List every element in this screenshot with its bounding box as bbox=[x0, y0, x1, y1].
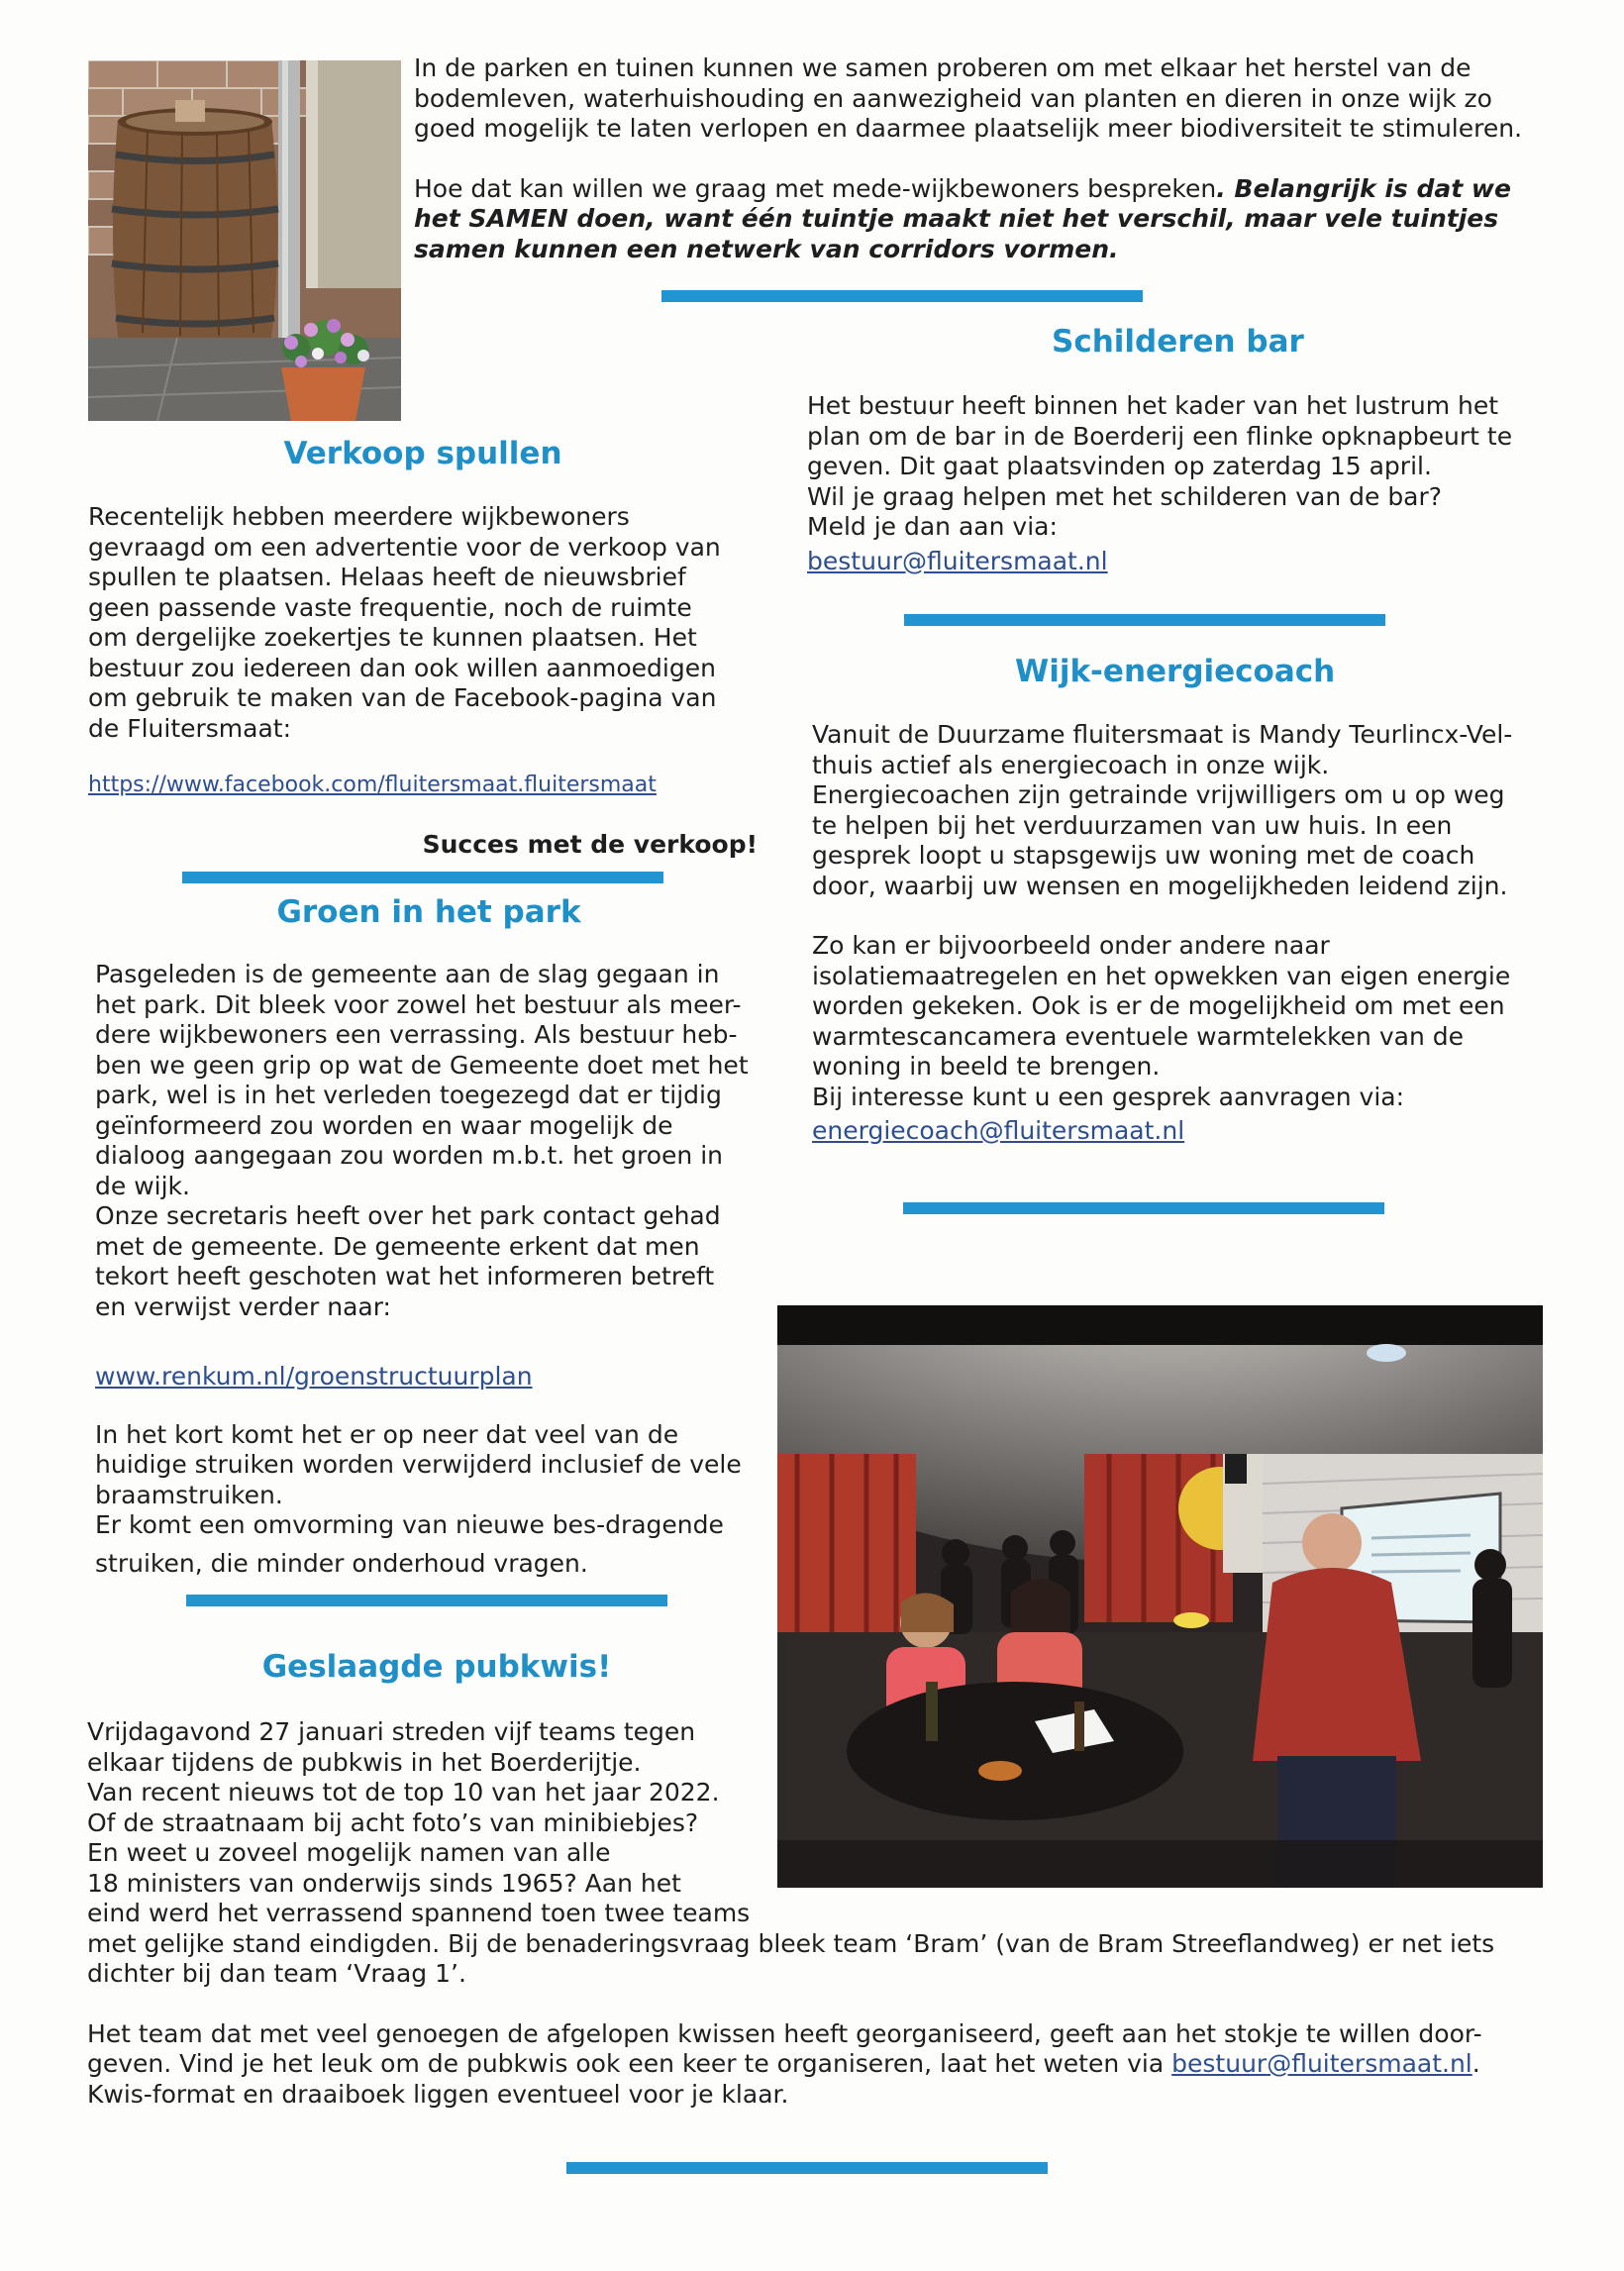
energie-line-3: Energiecoachen zijn getrainde vrijwilligers om u op weg bbox=[812, 780, 1505, 809]
rain-barrel-illustration bbox=[88, 60, 401, 421]
verkoop-body bbox=[88, 502, 781, 744]
schilderen-line-1: Het bestuur heeft binnen het kader van het lustrum het bbox=[807, 391, 1499, 420]
pubkwis-para2-end: . bbox=[1472, 2049, 1480, 2078]
section-divider bbox=[186, 1595, 667, 1606]
verkoop-line-7: om gebruik te maken van de Facebook-pagina van bbox=[88, 683, 717, 712]
intro-emphasis-2: het SAMEN doen, want één tuintje maakt niet het verschil, maar vele tuintjes bbox=[414, 204, 1499, 233]
schilderen-line-3: geven. Dit gaat plaatsvinden op zaterdag 15 april. bbox=[807, 452, 1432, 480]
groen-line-10: met de gemeente. De gemeente erkent dat men bbox=[95, 1231, 700, 1261]
groen-summary-2: huidige struiken worden verwijderd inclusief de vele bbox=[95, 1450, 742, 1479]
energie-more-6: Bij interesse kunt u een gesprek aanvragen via: bbox=[812, 1082, 1405, 1111]
verkoop-line-2: gevraagd om een advertentie voor de verkoop van bbox=[88, 532, 721, 562]
pubkwis-line-5: En weet u zoveel mogelijk namen van alle bbox=[87, 1838, 611, 1867]
groen-summary-5: struiken, die minder onderhoud vragen. bbox=[95, 1548, 588, 1578]
groen-line-12: en verwijst verder naar: bbox=[95, 1291, 391, 1321]
verkoop-line-5: om dergelijke zoekertjes te kunnen plaatsen. Het bbox=[88, 623, 697, 652]
groen-line-8: de wijk. bbox=[95, 1171, 190, 1200]
schilderen-body bbox=[807, 391, 1579, 576]
schilderen-heading: Schilderen bar bbox=[1052, 324, 1304, 360]
pubkwis-heading: Geslaagde pubkwis! bbox=[261, 1649, 612, 1685]
intro-emphasis-3: samen kunnen een netwerk van corridors vormen. bbox=[414, 234, 1119, 263]
energie-line-4: te helpen bij het verduurzamen van uw huis. In een bbox=[812, 810, 1453, 840]
intro-line-1: In de parken en tuinen kunnen we samen proberen om met elkaar het herstel van de bbox=[414, 53, 1472, 82]
verkoop-closing: Succes met de verkoop! bbox=[422, 830, 758, 859]
energie-more-1: Zo kan er bijvoorbeeld onder andere naar bbox=[812, 931, 1330, 960]
energie-more-2: isolatiemaatregelen en het opwekken van eigen energie bbox=[812, 961, 1511, 990]
energie-line-2: thuis actief als energiecoach in onze wijk. bbox=[812, 750, 1330, 779]
intro-paragraph bbox=[414, 53, 1553, 264]
rain-barrel-photo bbox=[88, 60, 401, 421]
energie-more-5: woning in beeld te brengen. bbox=[812, 1052, 1161, 1081]
energie-line-5: gesprek loopt u stapsgewijs uw woning met de coach bbox=[812, 841, 1475, 870]
pubkwis-body bbox=[87, 1717, 1553, 2110]
groen-line-5: park, wel is in het verleden toegezegd dat er tijdig bbox=[95, 1081, 722, 1109]
schilderen-line-5: Meld je dan aan via: bbox=[807, 512, 1058, 541]
groen-summary-1: In het kort komt het er op neer dat veel van de bbox=[95, 1419, 679, 1449]
section-divider bbox=[182, 872, 663, 883]
section-divider bbox=[903, 1202, 1384, 1214]
schilderen-line-2: plan om de bar in de Boerderij een flinke opknapbeurt te bbox=[807, 421, 1513, 451]
section-divider bbox=[661, 290, 1143, 302]
groen-line-1: Pasgeleden is de gemeente aan de slag gegaan in bbox=[95, 960, 720, 988]
energiecoach-body bbox=[812, 720, 1584, 1147]
groen-body bbox=[95, 960, 788, 1579]
energie-line-6: door, waarbij uw wensen en mogelijkheden leidend zijn. bbox=[812, 871, 1508, 900]
verkoop-line-3: spullen te plaatsen. Helaas heeft de nieuwsbrief bbox=[88, 563, 686, 591]
facebook-link[interactable]: https://www.facebook.com/fluitersmaat.fluitersmaat bbox=[88, 773, 657, 797]
verkoop-line-4: geen passende vaste frequentie, noch de ruimte bbox=[88, 592, 692, 622]
groen-line-3: dere wijkbewoners een verrassing. Als bestuur heb- bbox=[95, 1020, 738, 1049]
intro-line-3: goed mogelijk te laten verlopen en daarmee plaatselijk meer biodiversiteit te stimuleren. bbox=[414, 114, 1523, 143]
verkoop-line-8: de Fluitersmaat: bbox=[88, 713, 292, 743]
pubkwis-line-6: 18 ministers van onderwijs sinds 1965? Aan het bbox=[87, 1868, 681, 1898]
section-divider bbox=[904, 614, 1385, 626]
energie-more-4: warmtescancamera eventuele warmtelekken van de bbox=[812, 1021, 1464, 1051]
pubkwis-para2-line-3: Kwis-format en draaiboek liggen eventueel voor je klaar. bbox=[87, 2079, 789, 2109]
energiecoach-email-link[interactable]: energiecoach@fluitersmaat.nl bbox=[812, 1116, 1185, 1145]
intro-emphasis-1: . Belangrijk is dat we bbox=[1216, 173, 1511, 203]
verkoop-line-6: bestuur zou iedereen dan ook willen aanmoedigen bbox=[88, 653, 716, 682]
renkum-link[interactable]: www.renkum.nl/groenstructuurplan bbox=[95, 1362, 533, 1391]
verkoop-line-1: Recentelijk hebben meerdere wijkbewoners bbox=[88, 502, 630, 531]
pubkwis-email-link[interactable]: bestuur@fluitersmaat.nl bbox=[1171, 2049, 1472, 2078]
pubkwis-line-4: Of de straatnaam bij acht foto’s van minibiebjes? bbox=[87, 1807, 699, 1837]
pubkwis-para2-line-2: geven. Vind je het leuk om de pubkwis ook een keer te organiseren, laat het weten via bbox=[87, 2049, 1172, 2078]
schilderen-line-4: Wil je graag helpen met het schilderen van de bar? bbox=[807, 481, 1443, 511]
pubkwis-line-2: elkaar tijdens de pubkwis in het Boerderijtje. bbox=[87, 1747, 642, 1777]
schilderen-email-link[interactable]: bestuur@fluitersmaat.nl bbox=[807, 546, 1108, 575]
energiecoach-heading: Wijk-energiecoach bbox=[1015, 654, 1336, 689]
groen-line-4: ben we geen grip op wat de Gemeente doet met het bbox=[95, 1050, 749, 1080]
energie-line-1: Vanuit de Duurzame fluitersmaat is Mandy Teurlincx-Vel- bbox=[812, 720, 1513, 749]
section-divider bbox=[566, 2162, 1048, 2174]
pubkwis-line-9: dichter bij dan team ‘Vraag 1’. bbox=[87, 1959, 466, 1988]
groen-line-7: dialoog aangegaan zou worden m.b.t. het groen in bbox=[95, 1141, 723, 1170]
pubkwis-para2-line-1: Het team dat met veel genoegen de afgelopen kwissen heeft georganiseerd, geeft aan het stokje te willen door- bbox=[87, 2018, 1482, 2048]
energie-more-3: worden gekeken. Ook is er de mogelijkheid om met een bbox=[812, 991, 1505, 1020]
groen-summary-4: Er komt een omvorming van nieuwe bes-dragende bbox=[95, 1510, 724, 1539]
intro-plain-text: Hoe dat kan willen we graag met mede-wijkbewoners bespreken bbox=[414, 173, 1217, 203]
intro-line-2: bodemleven, waterhuishouding en aanwezigheid van planten en dieren in onze wijk zo bbox=[414, 83, 1492, 113]
verkoop-heading: Verkoop spullen bbox=[283, 436, 562, 471]
groen-line-2: het park. Dit bleek voor zowel het bestuur als meer- bbox=[95, 989, 742, 1019]
groen-line-11: tekort heeft geschoten wat het informeren betreft bbox=[95, 1262, 715, 1290]
pubkwis-line-7: eind werd het verrassend spannend toen twee teams bbox=[87, 1899, 751, 1927]
verkoop-link-row bbox=[88, 773, 657, 797]
pubkwis-line-8: met gelijke stand eindigden. Bij de benaderingsvraag bleek team ‘Bram’ (van de Bram Streeflandweg) er net iets bbox=[87, 1928, 1495, 1958]
groen-line-9: Onze secretaris heeft over het park contact gehad bbox=[95, 1201, 721, 1230]
groen-heading: Groen in het park bbox=[276, 894, 581, 930]
pubkwis-line-3: Van recent nieuws tot de top 10 van het jaar 2022. bbox=[87, 1778, 720, 1806]
groen-summary-3: braamstruiken. bbox=[95, 1480, 283, 1509]
groen-line-6: geïnformeerd zou worden en waar mogelijk de bbox=[95, 1110, 673, 1140]
pubkwis-line-1: Vrijdagavond 27 januari streden vijf teams tegen bbox=[87, 1717, 696, 1746]
